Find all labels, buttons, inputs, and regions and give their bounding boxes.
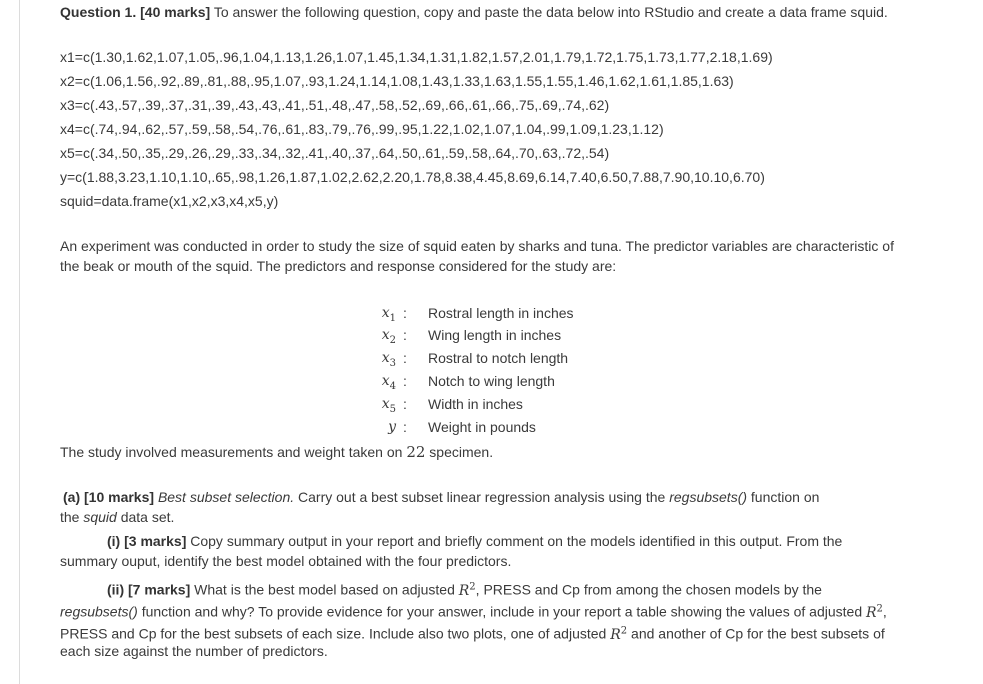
part-ii-line-3: PRESS and Cp for the best subsets of each size. Include also two plots, one of adjusted $R^2$ and another of Cp for the best subsets of xyxy=(60,625,885,643)
variable-colon: : xyxy=(403,305,407,321)
variable-symbol: $x_4$ xyxy=(381,373,396,392)
variable-description: Rostral to notch length xyxy=(428,350,569,366)
variable-symbol: y xyxy=(388,419,396,435)
question-header xyxy=(60,2,888,22)
paragraph-line-2: the beak or mouth of the squid. The predictors and response considered for the study are: xyxy=(60,258,617,274)
part-ii-line-2: regsubsets() function and why? To provide evidence for your answer, include in your report a table showing the values of adjusted $R^2$, xyxy=(60,603,887,621)
question-intro: To answer the following question, copy and paste the data below into RStudio and create a data frame squid. xyxy=(213,4,888,20)
variable-colon: : xyxy=(403,373,407,389)
variable-colon: : xyxy=(403,396,407,412)
variable-description: Rostral length in inches xyxy=(428,305,574,321)
code-line-y: y=c(1.88,3.23,1.10,1.10,.65,.98,1.26,1.87,1.02,2.62,2.20,1.78,8.38,4.45,8.69,6.14,7.40,6.50,7.88,7.90,10.10,6.70) xyxy=(60,169,765,185)
r-squared-symbol: $R^2$ xyxy=(458,581,476,599)
code-line-dataframe: squid=data.frame(x1,x2,x3,x4,x5,y) xyxy=(60,193,279,209)
variable-symbol: $x_2$ xyxy=(381,327,396,346)
variable-symbol: $x_3$ xyxy=(381,350,396,369)
variable-colon: : xyxy=(403,327,407,343)
part-a-title: Best subset selection. xyxy=(157,489,295,505)
code-line-x2: x2=c(1.06,1.56,.92,.89,.81,.88,.95,1.07,.93,1.24,1.14,1.08,1.43,1.33,1.63,1.55,1.55,1.46,1.62,1.61,1.85,1.63) xyxy=(60,73,734,89)
variable-description: Width in inches xyxy=(428,396,523,412)
regsubsets-function: regsubsets() xyxy=(669,489,748,505)
code-line-x4: x4=c(.74,.94,.62,.57,.59,.58,.54,.76,.61,.83,.79,.76,.99,.95,1.22,1.02,1.07,1.04,.99,1.09,1.23,1.12) xyxy=(60,121,664,137)
regsubsets-function: regsubsets() xyxy=(60,603,138,620)
part-i-line-1: (i) [3 marks] Copy summary output in your report and briefly comment on the models identified in this output. From the xyxy=(107,533,843,549)
part-ii-line-4: each size against the number of predictors. xyxy=(60,643,328,659)
part-ii-line-1: (ii) [7 marks] What is the best model based on adjusted $R^2$, PRESS and Cp from among the chosen models by the xyxy=(107,581,822,599)
variable-symbol: $x_5$ xyxy=(381,396,396,415)
r-squared-symbol: $R^2$ xyxy=(866,603,883,621)
code-line-x5: x5=c(.34,.50,.35,.29,.26,.29,.33,.34,.32,.41,.40,.37,.64,.50,.61,.59,.58,.64,.70,.63,.72,.54) xyxy=(60,145,610,161)
variable-description: Wing length in inches xyxy=(428,327,562,343)
part-ii-label: (ii) [7 marks] xyxy=(107,581,191,598)
variable-symbol: $x_1$ xyxy=(381,305,396,324)
paragraph-line-1: An experiment was conducted in order to study the size of squid eaten by sharks and tuna. The predictor variables are characteristic of xyxy=(60,238,894,254)
code-line-x1: x1=c(1.30,1.62,1.07,1.05,.96,1.04,1.13,1.26,1.07,1.45,1.34,1.31,1.82,1.57,2.01,1.79,1.72,1.75,1.73,1.77,2.18,1.69) xyxy=(60,49,773,65)
code-line-x3: x3=c(.43,.57,.39,.37,.31,.39,.43,.43,.41,.51,.48,.47,.58,.52,.69,.66,.61,.66,.75,.69,.74,.62) xyxy=(60,97,610,113)
variable-colon: : xyxy=(403,419,407,435)
left-border xyxy=(19,0,20,684)
r-squared-symbol: $R^2$ xyxy=(610,625,628,643)
specimen-count: 22 xyxy=(406,443,426,461)
part-a-line-1: (a) [10 marks] Best subset selection. Carry out a best subset linear regression analysis using the regsubsets() function on xyxy=(63,489,820,505)
part-a-label: (a) [10 marks] xyxy=(63,489,155,505)
part-i-label: (i) [3 marks] xyxy=(107,533,187,549)
variable-description: Weight in pounds xyxy=(428,419,536,435)
question-label: Question 1. [40 marks] xyxy=(60,4,211,20)
part-a-line-2: the squid data set. xyxy=(60,509,175,525)
study-sentence: The study involved measurements and weight taken on 22 specimen. xyxy=(60,443,494,461)
variable-colon: : xyxy=(403,350,407,366)
part-i-line-2: summary ouput, identify the best model obtained with the four predictors. xyxy=(60,553,512,569)
variable-description: Notch to wing length xyxy=(428,373,555,389)
